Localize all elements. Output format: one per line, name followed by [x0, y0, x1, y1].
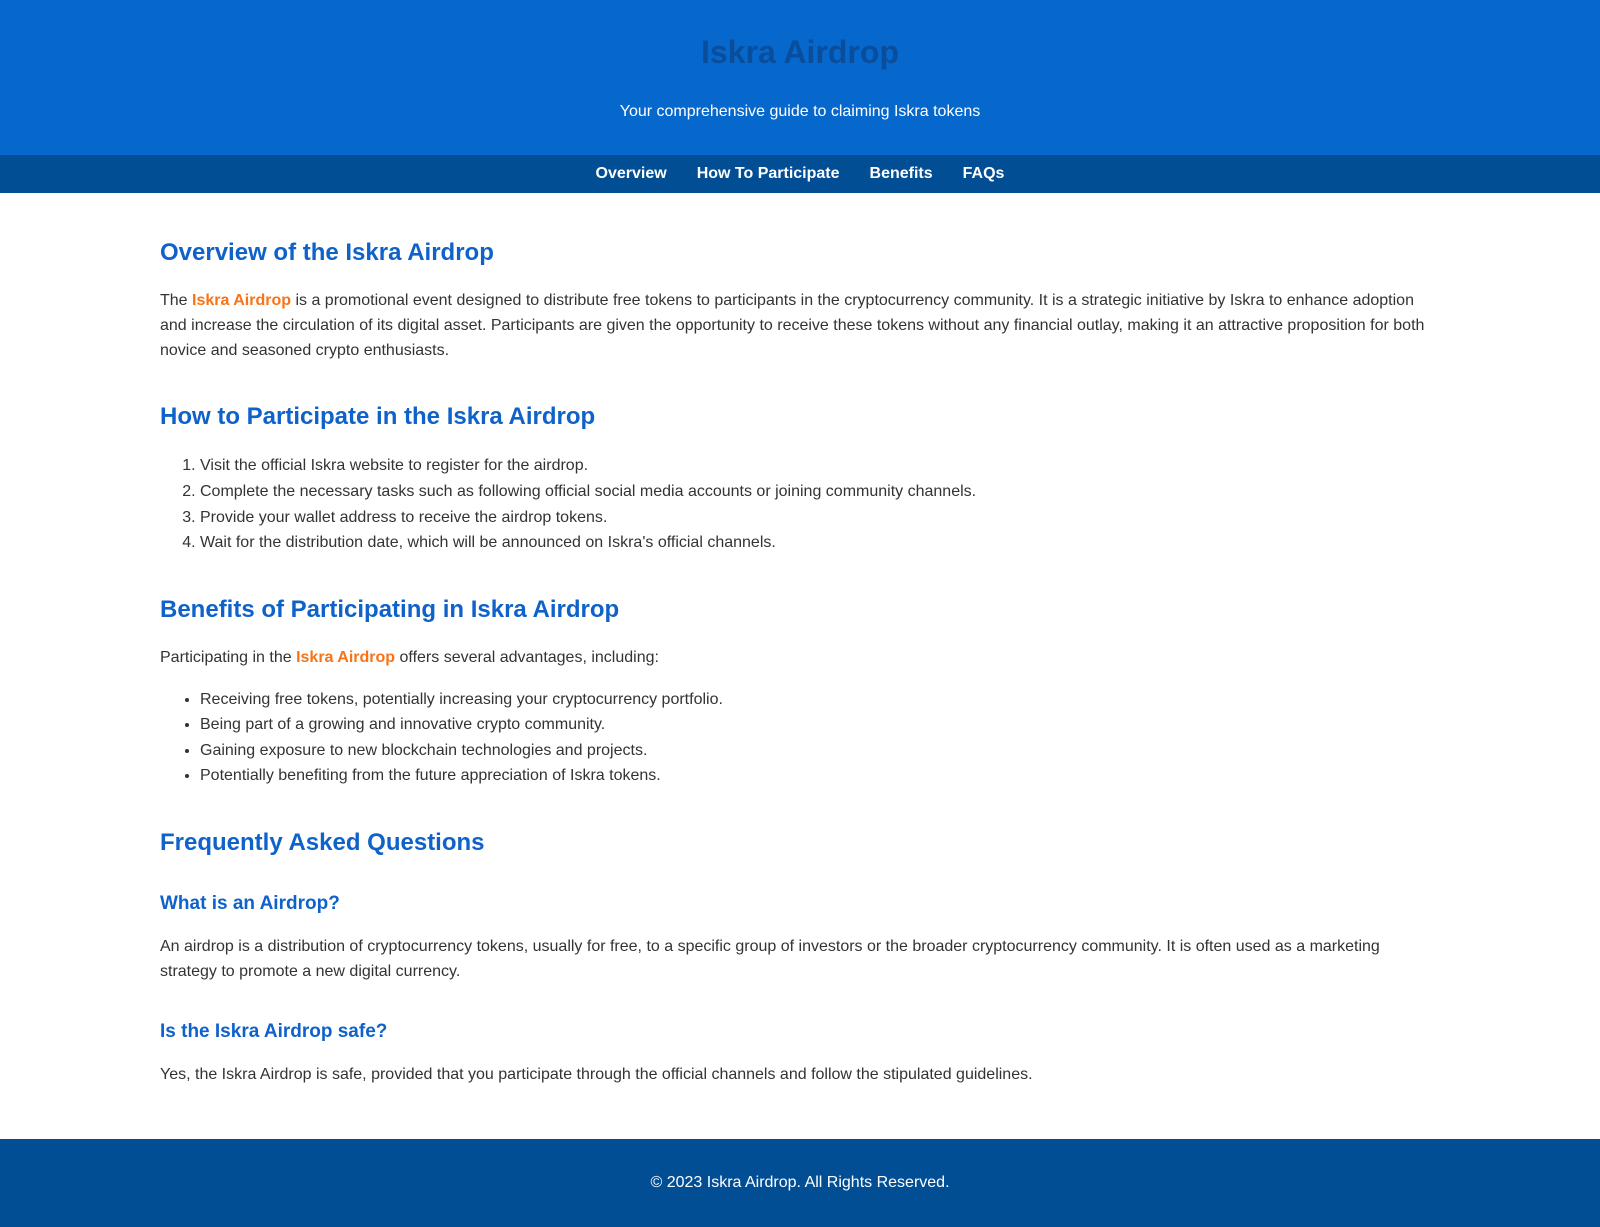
faq-answer: Yes, the Iskra Airdrop is safe, provided that you participate through the official channels and follow the stipulated guidelines. [160, 1065, 1033, 1083]
benefits-list [160, 687, 1440, 789]
participate-step: 4. Wait for the distribution date, which will be announced on Iskra's official channels. [200, 530, 1440, 556]
nav-link-faqs[interactable]: FAQs [962, 165, 1005, 182]
section-how-to-participate [160, 403, 1440, 555]
faq-heading: Frequently Asked Questions [160, 828, 485, 856]
benefits-heading: Benefits of Participating in Iskra Airdrop [160, 595, 620, 623]
section-faq [160, 829, 1440, 1087]
nav-link-how-to-participate[interactable]: How To Participate [696, 165, 840, 182]
copyright-text: © 2023 Iskra Airdrop. All Rights Reserved. [650, 1174, 950, 1192]
benefits-text-part1: Participating in the [160, 648, 297, 666]
nav-link-benefits[interactable]: Benefits [869, 165, 933, 182]
overview-text-part2: is a promotional event designed to distribute free tokens to participants in the cryptocurrency community. It is a strategic initiative by Iskra to enhance adoption and increase the circulation of its digital asset. Participants are given the opportunity to receive these tokens without any financial outlay, making it an attractive proposition for both novice and seasoned crypto enthusiasts. [160, 292, 1425, 359]
benefits-paragraph [160, 646, 1440, 671]
benefits-text-part2: offers several advantages, including: [395, 648, 659, 666]
benefit-item: • Receiving free tokens, potentially increasing your cryptocurrency portfolio. [200, 687, 1440, 713]
iskra-airdrop-highlight: Iskra Airdrop [192, 292, 292, 309]
faq-question-what-is-airdrop: What is an Airdrop? [160, 892, 340, 914]
section-overview [160, 239, 1440, 363]
participate-steps-list [160, 453, 1440, 555]
page-header [0, 0, 1600, 155]
participate-step: 2. Complete the necessary tasks such as following official social media accounts or joining community channels. [200, 479, 1440, 505]
faq-question-is-iskra-safe: Is the Iskra Airdrop safe? [160, 1020, 388, 1042]
site-subtitle: Your comprehensive guide to claiming Iskra tokens [619, 103, 981, 120]
overview-paragraph [160, 289, 1440, 363]
section-benefits [160, 596, 1440, 789]
benefit-item: • Being part of a growing and innovative crypto community. [200, 712, 1440, 738]
participate-heading: How to Participate in the Iskra Airdrop [160, 403, 596, 431]
overview-heading: Overview of the Iskra Airdrop [160, 239, 494, 266]
participate-step: 1. Visit the official Iskra website to register for the airdrop. [200, 453, 1440, 479]
overview-text-part1: The [160, 292, 193, 309]
page-footer [0, 1139, 1600, 1227]
iskra-airdrop-highlight: Iskra Airdrop [296, 648, 396, 666]
participate-step: 3. Provide your wallet address to receive the airdrop tokens. [200, 505, 1440, 531]
benefit-item: • Potentially benefiting from the future appreciation of Iskra tokens. [200, 763, 1440, 789]
faq-answer: An airdrop is a distribution of cryptocurrency tokens, usually for free, to a specific group of investors or the broader cryptocurrency community. It is often used as a marketing strategy to promote a new digital currency. [160, 937, 1380, 980]
benefit-item: • Gaining exposure to new blockchain technologies and projects. [200, 738, 1440, 764]
main-content [160, 193, 1440, 1087]
site-title: Iskra Airdrop [701, 34, 899, 70]
main-nav [0, 155, 1600, 193]
nav-link-overview[interactable]: Overview [595, 165, 667, 182]
